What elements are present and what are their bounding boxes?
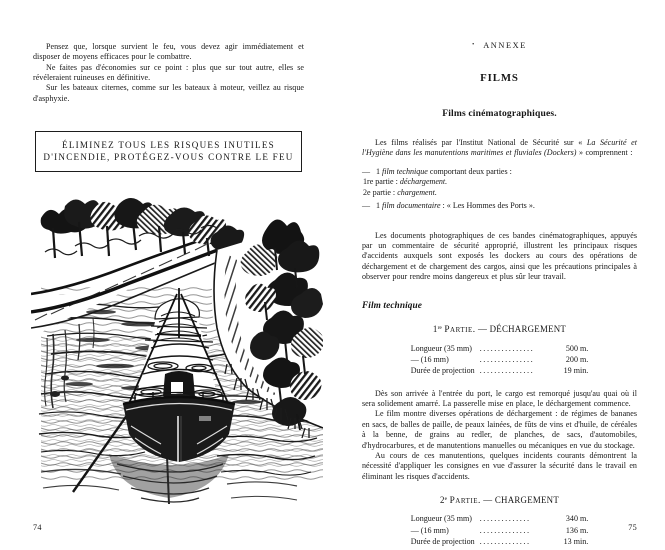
list-item — [362, 188, 637, 199]
table-row — [411, 514, 589, 525]
documents-paragraph-block — [362, 231, 637, 283]
spec-leader: .............. — [479, 536, 531, 546]
part-2-spec-table — [411, 514, 589, 548]
spec-label: — (16 mm) — [410, 525, 449, 535]
film-list — [362, 167, 637, 212]
folio-right: 75 — [628, 523, 637, 532]
table-row — [411, 536, 589, 547]
paragraph: Pensez que, lorsque survient le feu, vous devez agir immédiatement et disposer de moyens efficaces pour le combattre. — [33, 42, 304, 62]
part-number: 2 — [439, 494, 445, 505]
list-item-italic: film documentaire — [382, 200, 441, 210]
part-1-description-block — [362, 389, 637, 482]
list-item — [362, 167, 637, 178]
spec-leader: .............. — [479, 514, 531, 524]
spec-leader: .............. — [479, 525, 531, 535]
paragraph: Ne faites pas d'économies sur ce point : plus que sur tout autre, elles se révéleraient ruineuses en définitive. — [33, 62, 304, 83]
spec-value: 340 m. — [565, 514, 589, 524]
spec-value: 500 m. — [565, 343, 589, 353]
list-item-text-after: : « Les Hommes des Ports ». — [440, 200, 535, 210]
list-item-text-before: 1re partie : — [363, 177, 400, 187]
left-page-body-text — [33, 42, 304, 104]
table-row — [411, 366, 589, 377]
spec-value: 136 m. — [565, 525, 589, 535]
list-item-text-before: 1 — [376, 166, 383, 176]
part-name: DÉCHARGEMENT — [489, 324, 567, 335]
list-item-text-before: 2e partie : — [363, 187, 398, 197]
spec-label: — (16 mm) — [410, 354, 449, 364]
paragraph: Au cours de ces manutentions, quelques incidents courants démontrent la nécessité d'appliquer les consignes en vue d'assurer la sécurité dans le travail en éliminant les risques d'accidents. — [362, 450, 637, 481]
part-number: 1 — [432, 324, 438, 335]
list-item-italic: chargement. — [397, 187, 437, 197]
intro-paragraph — [362, 138, 637, 159]
table-row — [411, 525, 589, 536]
slogan-line-1: ÉLIMINEZ TOUS LES RISQUES INUTILES — [62, 140, 275, 151]
folio-left: 74 — [33, 523, 42, 532]
right-page — [332, 0, 665, 550]
spec-label: Longueur (35 mm) — [410, 343, 472, 353]
spec-value: 13 min. — [563, 536, 589, 546]
part-1-spec-table — [411, 343, 589, 377]
part-word: Partie. — [444, 325, 476, 336]
list-item-italic: film technique — [382, 166, 428, 176]
list-item — [362, 201, 637, 212]
part-1-heading — [362, 324, 637, 335]
paragraph: Les documents photographiques de ces bandes cinématographiques, appuyés par un commentaire de sécurité approprié, illustrent les principaux risques d'accidents auxquels sont exposés les dockers au cours des opérations de déchargement et de chargement des cargos, ainsi que les précautions principales à observer pour rendre moins dangereux et plus sûr leur travail. — [362, 230, 637, 281]
part-dash: — — [478, 324, 488, 335]
part-dash: — — [483, 494, 493, 505]
annexe-heading — [362, 41, 637, 50]
list-item-text-after: comportant deux parties : — [427, 166, 512, 176]
part-name: CHARGEMENT — [494, 494, 560, 505]
spec-leader: ............... — [479, 366, 535, 376]
paragraph: Sur les bateaux citernes, comme sur les bateaux à moteur, veillez au risque d'asphyxie. — [33, 83, 304, 103]
spec-value: 19 min. — [563, 366, 589, 376]
left-page — [0, 0, 332, 550]
section-heading-film-technique: Film technique — [362, 301, 423, 312]
spec-leader: ............... — [479, 343, 535, 353]
intro-italic-title: La Sécurité et l'Hygiène dans les manutentions maritimes et fluviales (Dockers) — [362, 138, 637, 158]
list-item-text-before: 1 — [376, 200, 383, 210]
page-title: FILMS — [480, 72, 519, 84]
part-word: Partie. — [449, 495, 481, 506]
intro-after: » comprennent : — [576, 148, 633, 158]
annexe-label: ANNEXE — [483, 41, 527, 50]
part-2-heading — [362, 495, 637, 506]
part-ordinal: re — [437, 325, 442, 332]
spec-label: Longueur (35 mm) — [410, 514, 472, 524]
spec-label: Durée de projection — [410, 536, 475, 546]
intro-before: Les films réalisés par l'Institut National de Sécurité sur « — [375, 138, 587, 147]
paragraph: Le film montre diverses opérations de déchargement : de régimes de bananes en sacs, de balles de paille, de peaux lainées, de fûts de vins et d'huile, de céréales à la benne, de grains au redler, de planches, de sacs, d'automobiles, d'hydrocarbures, et de manutentions manuelles ou mécaniques en vue du stockage. — [362, 409, 637, 450]
page-subtitle: Films cinématographiques. — [442, 108, 557, 119]
spec-label: Durée de projection — [410, 366, 475, 376]
barge-canal-illustration — [31, 188, 323, 510]
intro-paragraph-block — [362, 138, 637, 159]
table-row — [411, 354, 589, 365]
spec-leader: ............... — [479, 354, 535, 364]
slogan-line-2: D'INCENDIE, PROTÉGEZ-VOUS CONTRE LE FEU — [43, 152, 294, 163]
list-item-italic: déchargement. — [399, 177, 448, 187]
table-row — [411, 343, 589, 354]
spec-value: 200 m. — [565, 354, 589, 364]
paragraph: Dès son arrivée à l'entrée du port, le cargo est remorqué jusqu'au quai où il sera solidement amarré. La passerelle mise en place, le déchargement commence. — [362, 388, 637, 409]
list-item — [362, 177, 637, 188]
safety-slogan-box — [35, 131, 302, 172]
bullet-icon: • — [472, 42, 475, 48]
part-ordinal: e — [444, 495, 448, 502]
